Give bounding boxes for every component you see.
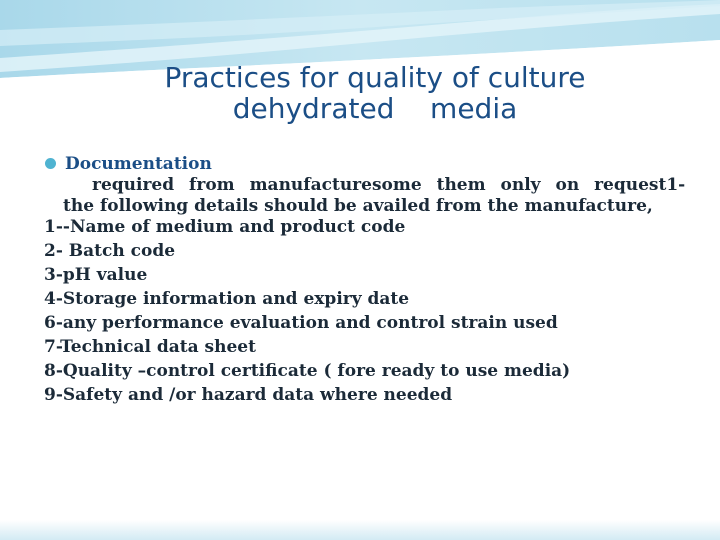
bullet-heading: Documentation	[65, 154, 212, 174]
list-item-6: 7-Technical data sheet	[44, 337, 256, 357]
list-item-7: 8-Quality –control certificate ( fore ready to use media)	[44, 361, 571, 381]
list-item-8: 9-Safety and /or hazard data where needed	[44, 385, 453, 405]
slide-title-line-1: Practices for quality of culture	[164, 61, 586, 94]
list-item-2: 2- Batch code	[44, 241, 176, 261]
slide-title-line-2: dehydrated media	[232, 92, 518, 125]
list-item-4: 4-Storage information and expiry date	[44, 289, 410, 309]
list-item-3: 3-pH value	[44, 265, 148, 285]
slide-title	[0, 62, 720, 124]
footer-decoration	[0, 520, 720, 540]
list-item-1: 1--Name of medium and product code	[44, 217, 406, 237]
intro-line-2: the following details should be availed from the manufacture,	[63, 196, 653, 216]
intro-line-1: required from manufacturesome them only on request1-	[92, 175, 686, 195]
list-item-5: 6-any performance evaluation and control strain used	[44, 313, 558, 333]
bullet-dot-icon	[45, 158, 56, 169]
